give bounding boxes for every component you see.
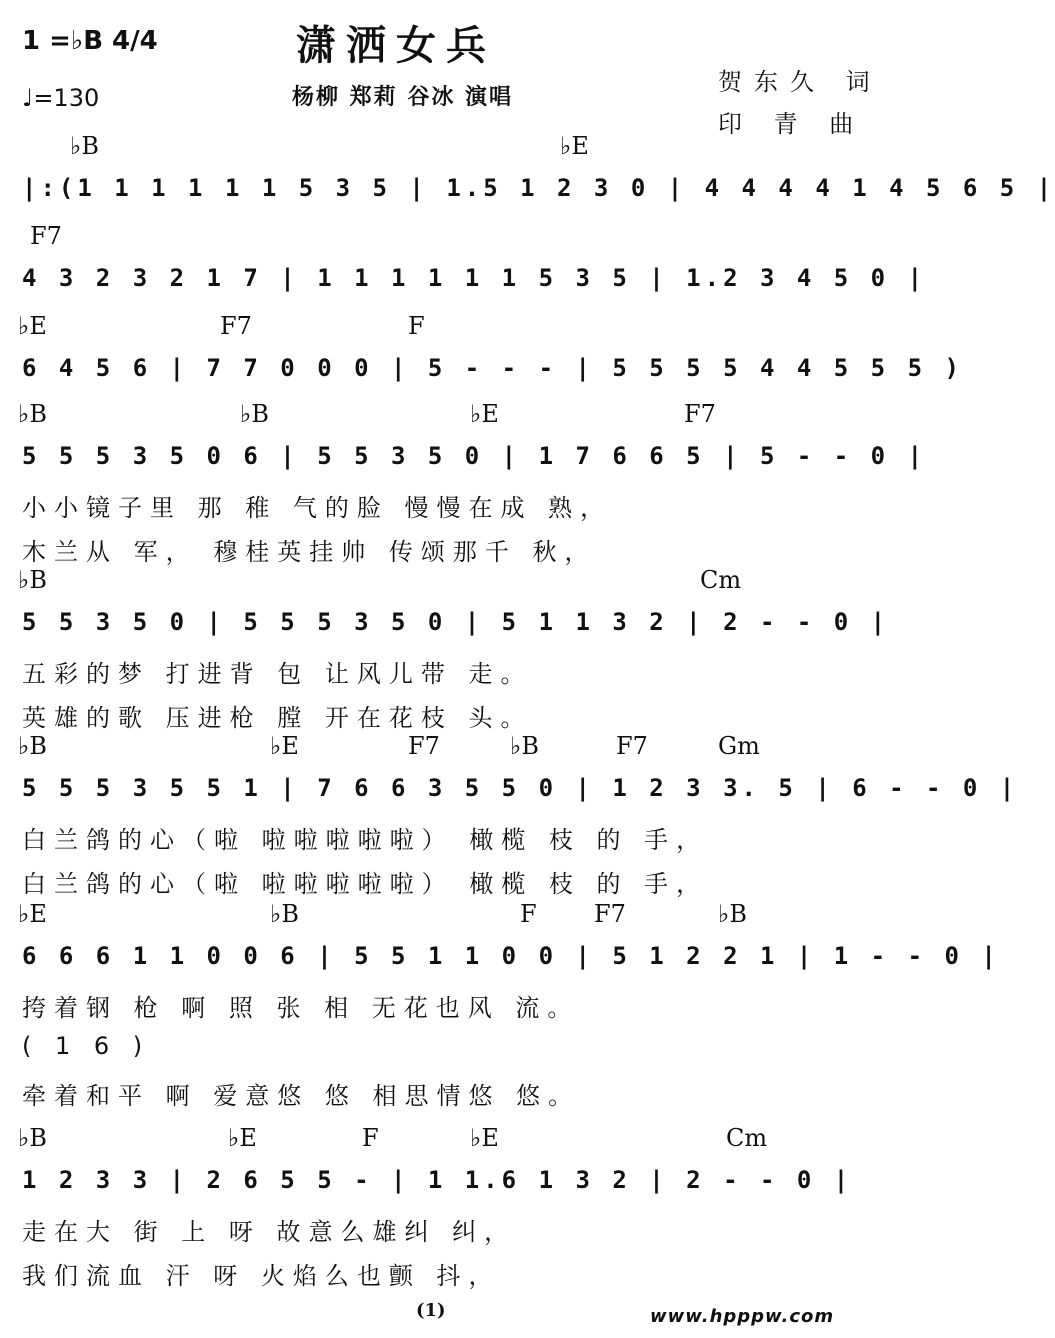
chord-symbol: ♭E: [18, 312, 47, 340]
chord-symbol: Cm: [726, 1124, 768, 1152]
chord-symbol: ♭B: [18, 400, 47, 428]
notation-line: 5 5 5 3 5 5 1 | 7 6 6 3 5 5 0 | 1 2 3 3. 5 | 6 - - 0 |: [22, 774, 1019, 802]
lyric-line: 英雄的歌 压进枪 膛 开在花枝 头。: [22, 704, 533, 732]
chord-symbol: ♭E: [18, 900, 47, 928]
chord-symbol: F7: [408, 732, 440, 760]
chord-symbol: F7: [616, 732, 648, 760]
chord-symbol: F7: [220, 312, 252, 340]
chord-symbol: ♭B: [270, 900, 299, 928]
chord-symbol: ♭B: [70, 132, 99, 160]
lyric-line: 五彩的梦 打进背 包 让风儿带 走。: [22, 660, 533, 688]
lyric-line: 牵着和平 啊 爱意悠 悠 相思情悠 悠。: [22, 1082, 581, 1110]
lyric-line: 白兰鸽的心（啦 啦啦啦啦啦） 橄榄 枝 的 手，: [22, 826, 709, 854]
lyric-line: 小小镜子里 那 稚 气的脸 慢慢在成 熟，: [22, 494, 613, 522]
notation-line: 5 5 3 5 0 | 5 5 5 3 5 0 | 5 1 1 3 2 | 2 - - 0 |: [22, 608, 890, 636]
composer-credit: 印 青 曲: [718, 110, 866, 138]
chord-symbol: ♭E: [228, 1124, 257, 1152]
chord-symbol: ♭E: [470, 400, 499, 428]
notation-line: 6 4 5 6 | 7 7 0 0 0 | 5 - - - | 5 5 5 5 4 4 5 5 5 ): [22, 354, 963, 382]
chord-symbol: ♭E: [560, 132, 589, 160]
site-watermark: www.hpppw.com: [650, 1306, 835, 1327]
chord-symbol: ♭B: [510, 732, 539, 760]
lyricist-credit: 贺东久 词: [718, 68, 882, 96]
chord-symbol: F: [362, 1124, 379, 1152]
chord-symbol: ♭B: [240, 400, 269, 428]
notation-line: 5 5 5 3 5 0 6 | 5 5 3 5 0 | 1 7 6 6 5 | 5 - - 0 |: [22, 442, 927, 470]
lyric-line: 木兰从 军， 穆桂英挂帅 传颂那千 秋，: [22, 538, 597, 566]
singers: 杨柳 郑莉 谷冰 演唱: [292, 85, 513, 110]
notation-line: 1 2 3 3 | 2 6 5 5 - | 1 1.6 1 3 2 | 2 - - 0 |: [22, 1166, 853, 1194]
chord-symbol: ♭B: [18, 732, 47, 760]
chord-symbol: ♭B: [18, 566, 47, 594]
chord-symbol: ♭E: [270, 732, 299, 760]
chord-symbol: F7: [30, 222, 62, 250]
chord-symbol: ♭B: [18, 1124, 47, 1152]
chord-symbol: F7: [684, 400, 716, 428]
chord-symbol: Gm: [718, 732, 760, 760]
chord-symbol: F7: [594, 900, 626, 928]
lyric-line: 走在大 街 上 呀 故意么雄纠 纠，: [22, 1218, 517, 1246]
tempo-mark: ♩=130: [22, 84, 100, 112]
chord-symbol: ♭B: [718, 900, 747, 928]
page-number: (1): [416, 1300, 446, 1321]
page-title: 潇洒女兵: [296, 22, 496, 69]
lyric-line: 我们流血 汗 呀 火焰么也颤 抖，: [22, 1262, 501, 1290]
chord-symbol: F: [520, 900, 537, 928]
key-signature: 1 =♭B 4/4: [22, 26, 158, 56]
lyric-line: ( 1 6 ): [22, 1032, 151, 1060]
chord-symbol: Cm: [700, 566, 742, 594]
chord-symbol: ♭E: [470, 1124, 499, 1152]
notation-line: |:(1 1 1 1 1 1 5 3 5 | 1.5 1 2 3 0 | 4 4 4 4 1 4 5 6 5 |: [22, 174, 1055, 202]
notation-line: 4 3 2 3 2 1 7 | 1 1 1 1 1 1 5 3 5 | 1.2 3 4 5 0 |: [22, 264, 927, 292]
chord-symbol: F: [408, 312, 425, 340]
notation-line: 6 6 6 1 1 0 0 6 | 5 5 1 1 0 0 | 5 1 2 2 1 | 1 - - 0 |: [22, 942, 1000, 970]
lyric-line: 白兰鸽的心（啦 啦啦啦啦啦） 橄榄 枝 的 手，: [22, 870, 709, 898]
lyric-line: 挎着钢 枪 啊 照 张 相 无花也风 流。: [22, 994, 580, 1022]
